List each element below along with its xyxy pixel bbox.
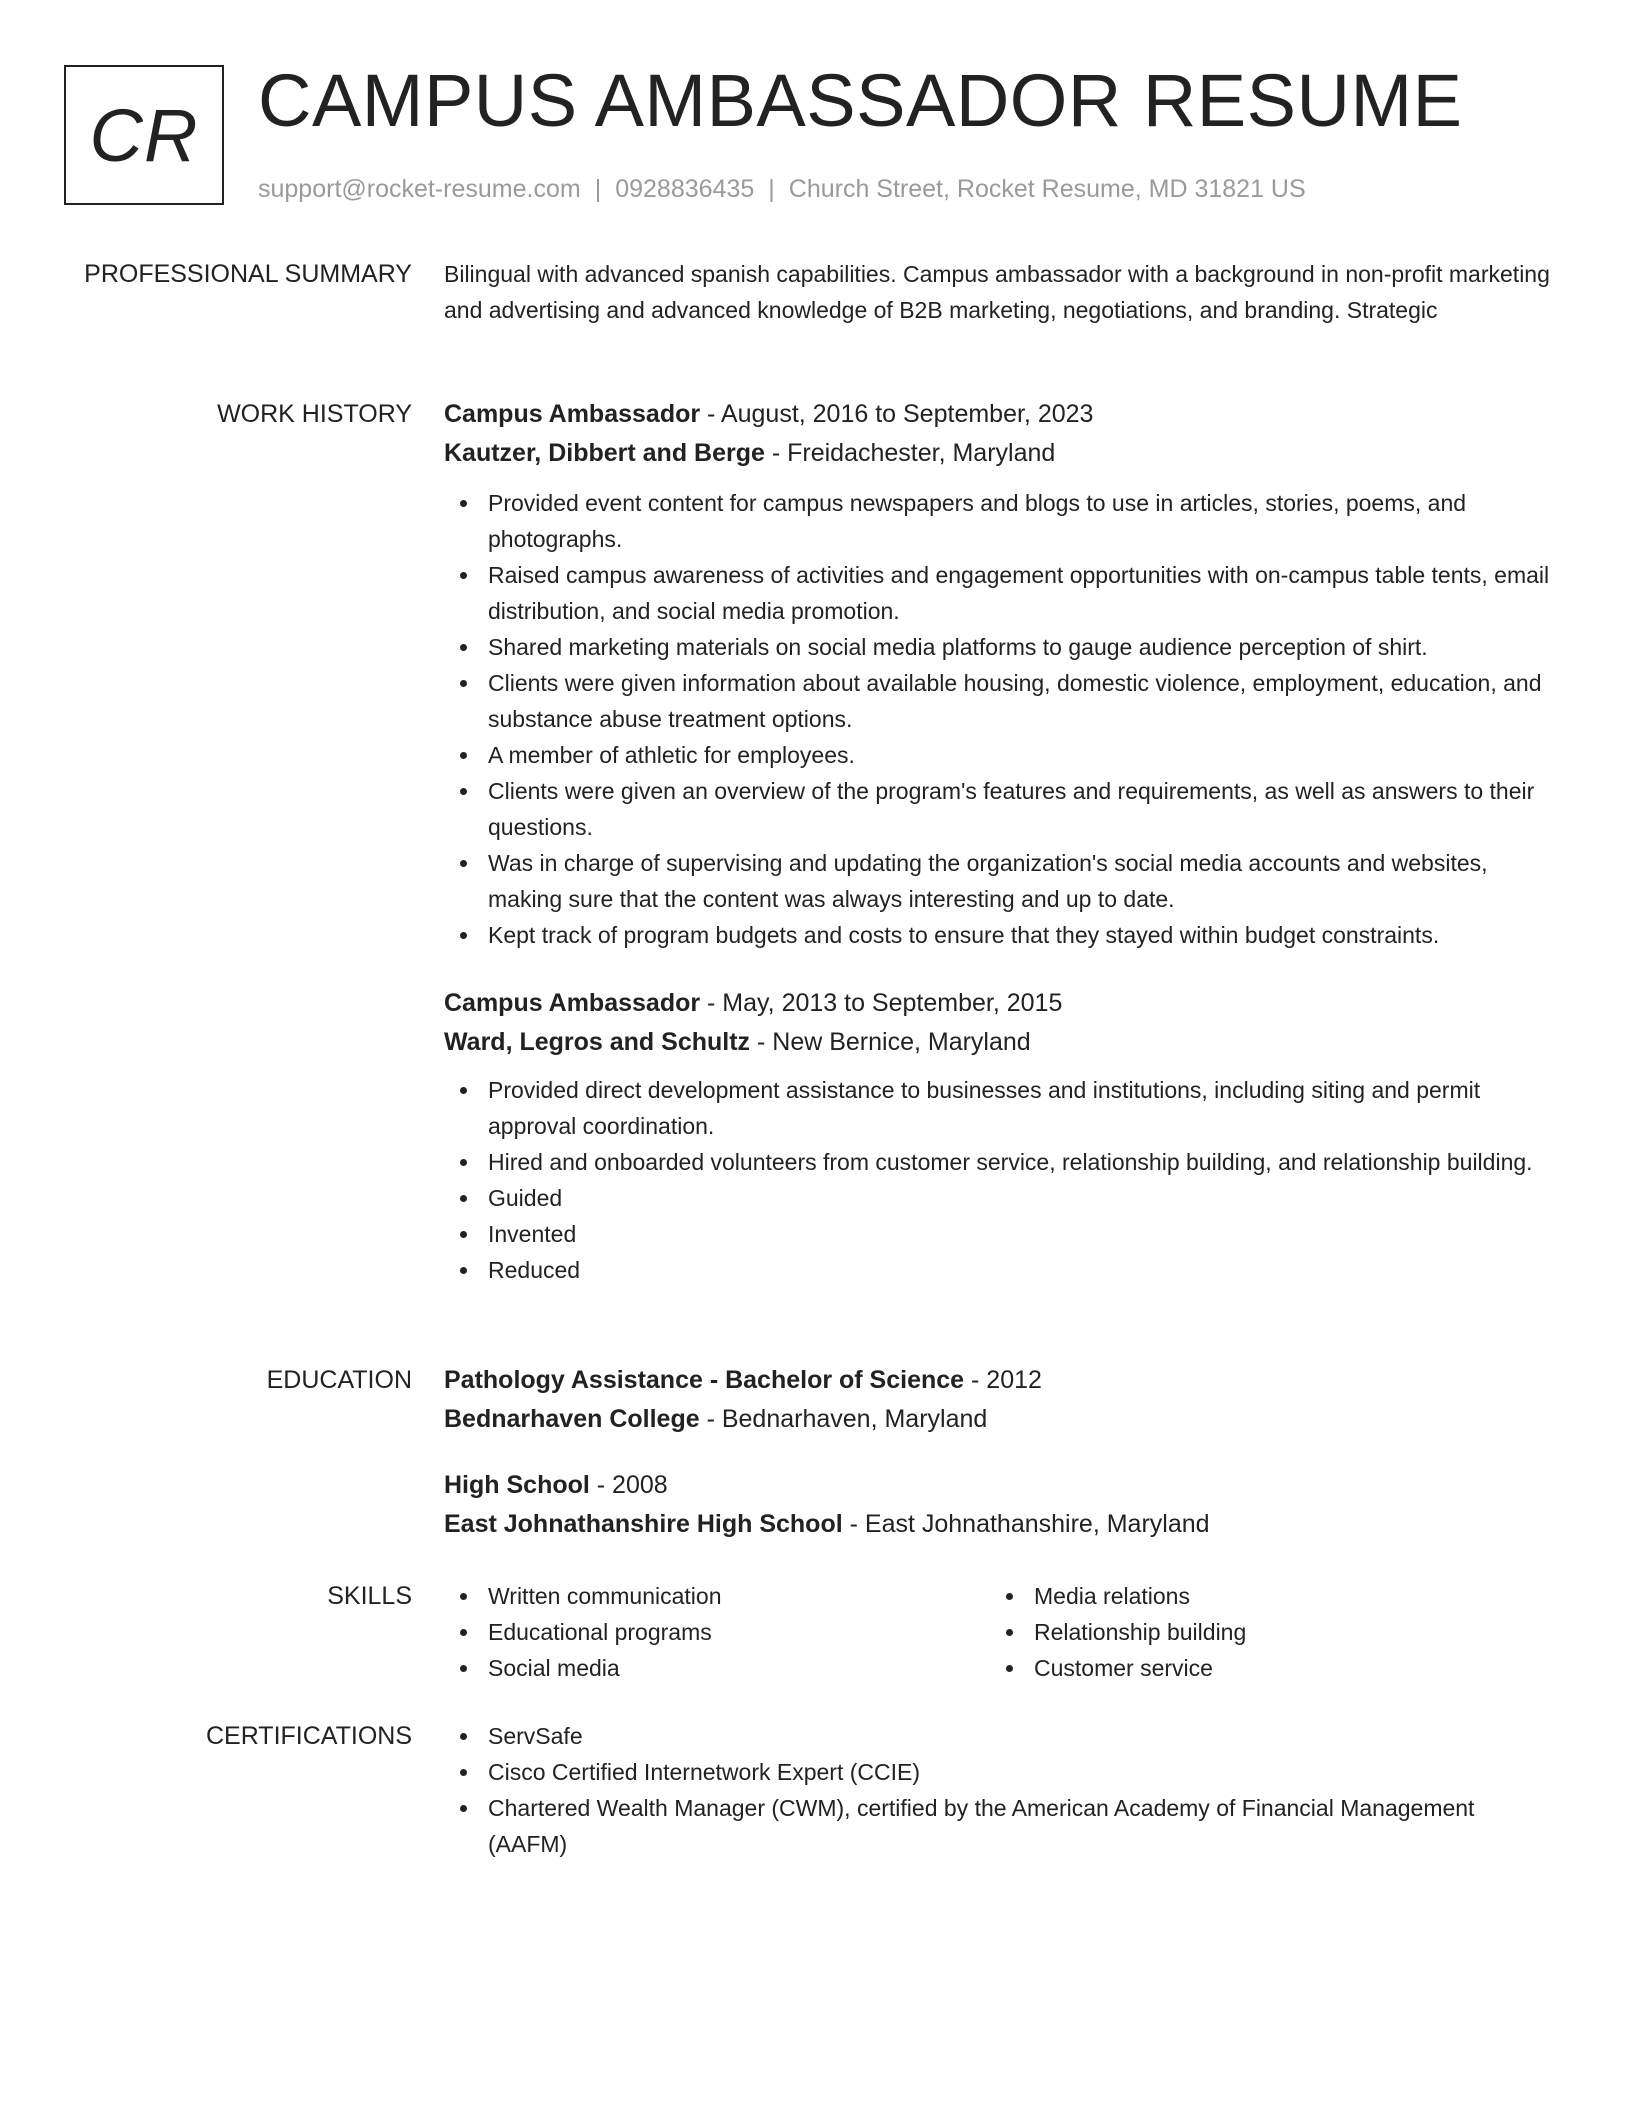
bullet-dot-icon [460,1267,467,1274]
contact-email: support@rocket-resume.com [258,175,581,203]
section-label-work-history: WORK HISTORY [217,400,412,428]
degree-line [444,1467,1554,1503]
list-item: Cisco Certified Internetwork Expert (CCIE) [444,1754,1554,1790]
skills-list-right [990,1578,1536,1686]
job-dates: - August, 2016 to September, 2023 [700,400,1094,428]
bullet-dot-icon [460,644,467,651]
list-item: Social media [444,1650,990,1686]
job-entry [444,396,1554,953]
school-location: - Bednarhaven, Maryland [699,1405,988,1433]
skills-list-left [444,1578,990,1686]
bullet-dot-icon [1006,1593,1013,1600]
school-line [444,1401,1554,1437]
list-item: Hired and onboarded volunteers from customer service, relationship building, and relationship building. [444,1144,1554,1180]
degree-year: - 2012 [964,1366,1042,1394]
bullet-dot-icon [460,1665,467,1672]
section-label-skills: SKILLS [327,1582,412,1610]
degree: High School [444,1471,590,1499]
summary-text: Bilingual with advanced spanish capabilities. Campus ambassador with a background in non-profit marketing and advertising and advanced knowledge of B2B marketing, negotiations, and branding. Strategic [444,261,1550,323]
bullet-dot-icon [460,500,467,507]
education-entry [444,1467,1554,1542]
list-item: Raised campus awareness of activities and engagement opportunities with on-campus table tents, email distribution, and social media promotion. [444,557,1554,629]
job-duties-list [444,1072,1554,1288]
list-item: Shared marketing materials on social media platforms to gauge audience perception of shirt. [444,629,1554,665]
job-duties-list [444,485,1554,953]
contact-phone: 0928836435 [615,175,755,203]
bullet-dot-icon [460,1087,467,1094]
list-item: Chartered Wealth Manager (CWM), certified by the American Academy of Financial Management (AAFM) [444,1790,1554,1862]
list-item: ServSafe [444,1718,1554,1754]
bullet-dot-icon [1006,1665,1013,1672]
bullet-dot-icon [460,1159,467,1166]
list-item: Kept track of program budgets and costs to ensure that they stayed within budget constraints. [444,917,1554,953]
job-title-line [444,396,1554,432]
list-item: Relationship building [990,1614,1536,1650]
bullet-dot-icon [460,1805,467,1812]
bullet-dot-icon [460,932,467,939]
bullet-dot-icon [460,1629,467,1636]
section-label-certifications: CERTIFICATIONS [205,1722,412,1750]
monogram-badge: CR [64,65,224,205]
list-item: Guided [444,1180,1554,1216]
bullet-dot-icon [460,680,467,687]
bullet-dot-icon [460,1231,467,1238]
certifications-body [444,1718,1554,1862]
bullet-dot-icon [1006,1629,1013,1636]
education-entry [444,1362,1554,1437]
contact-separator: | [594,175,602,203]
list-item: Invented [444,1216,1554,1252]
list-item: Clients were given an overview of the program's features and requirements, as well as answers to their questions. [444,773,1554,845]
bullet-dot-icon [460,752,467,759]
summary-body [444,256,1554,328]
bullet-dot-icon [460,788,467,795]
bullet-dot-icon [460,1733,467,1740]
degree-line [444,1362,1554,1398]
bullet-dot-icon [460,1593,467,1600]
job-company-line [444,1024,1554,1060]
skills-body [444,1578,1554,1686]
job-title: Campus Ambassador [444,400,701,428]
work-history-body [444,396,1554,1288]
list-item: Provided event content for campus newspapers and blogs to use in articles, stories, poems, and photographs. [444,485,1554,557]
job-title-line [444,985,1554,1021]
school: East Johnathanshire High School [444,1510,843,1538]
list-item: Media relations [990,1578,1536,1614]
resume-title: CAMPUS AMBASSADOR RESUME [258,59,1463,142]
list-item: Was in charge of supervising and updating the organization's social media accounts and websites, making sure that the content was always interesting and up to date. [444,845,1554,917]
contact-address: Church Street, Rocket Resume, MD 31821 US [788,175,1306,203]
bullet-dot-icon [460,860,467,867]
job-title: Campus Ambassador [444,989,701,1017]
job-company: Kautzer, Dibbert and Berge [444,439,765,467]
contact-separator: | [768,175,775,203]
degree: Pathology Assistance - Bachelor of Science [444,1366,965,1394]
school: Bednarhaven College [444,1405,700,1433]
job-entry [444,985,1554,1288]
list-item: Provided direct development assistance to businesses and institutions, including siting and permit approval coordination. [444,1072,1554,1144]
list-item: A member of athletic for employees. [444,737,1554,773]
job-location: - Freidachester, Maryland [764,439,1056,467]
list-item: Reduced [444,1252,1554,1288]
bullet-dot-icon [460,572,467,579]
list-item: Customer service [990,1650,1536,1686]
school-location: - East Johnathanshire, Maryland [842,1510,1210,1538]
certifications-list [444,1718,1554,1862]
bullet-dot-icon [460,1195,467,1202]
contact-line [258,173,1306,205]
list-item: Written communication [444,1578,990,1614]
job-dates: - May, 2013 to September, 2015 [700,989,1063,1017]
school-line [444,1506,1554,1542]
skills-grid [444,1578,1554,1686]
section-label-education: EDUCATION [266,1366,412,1394]
education-body [444,1362,1554,1542]
job-location: - New Bernice, Maryland [750,1028,1031,1056]
bullet-dot-icon [460,1769,467,1776]
section-label-summary: PROFESSIONAL SUMMARY [84,260,412,288]
job-company: Ward, Legros and Schultz [444,1028,751,1056]
list-item: Clients were given information about available housing, domestic violence, employment, education, and substance abuse treatment options. [444,665,1554,737]
job-company-line [444,435,1554,471]
degree-year: - 2008 [589,1471,668,1499]
list-item: Educational programs [444,1614,990,1650]
